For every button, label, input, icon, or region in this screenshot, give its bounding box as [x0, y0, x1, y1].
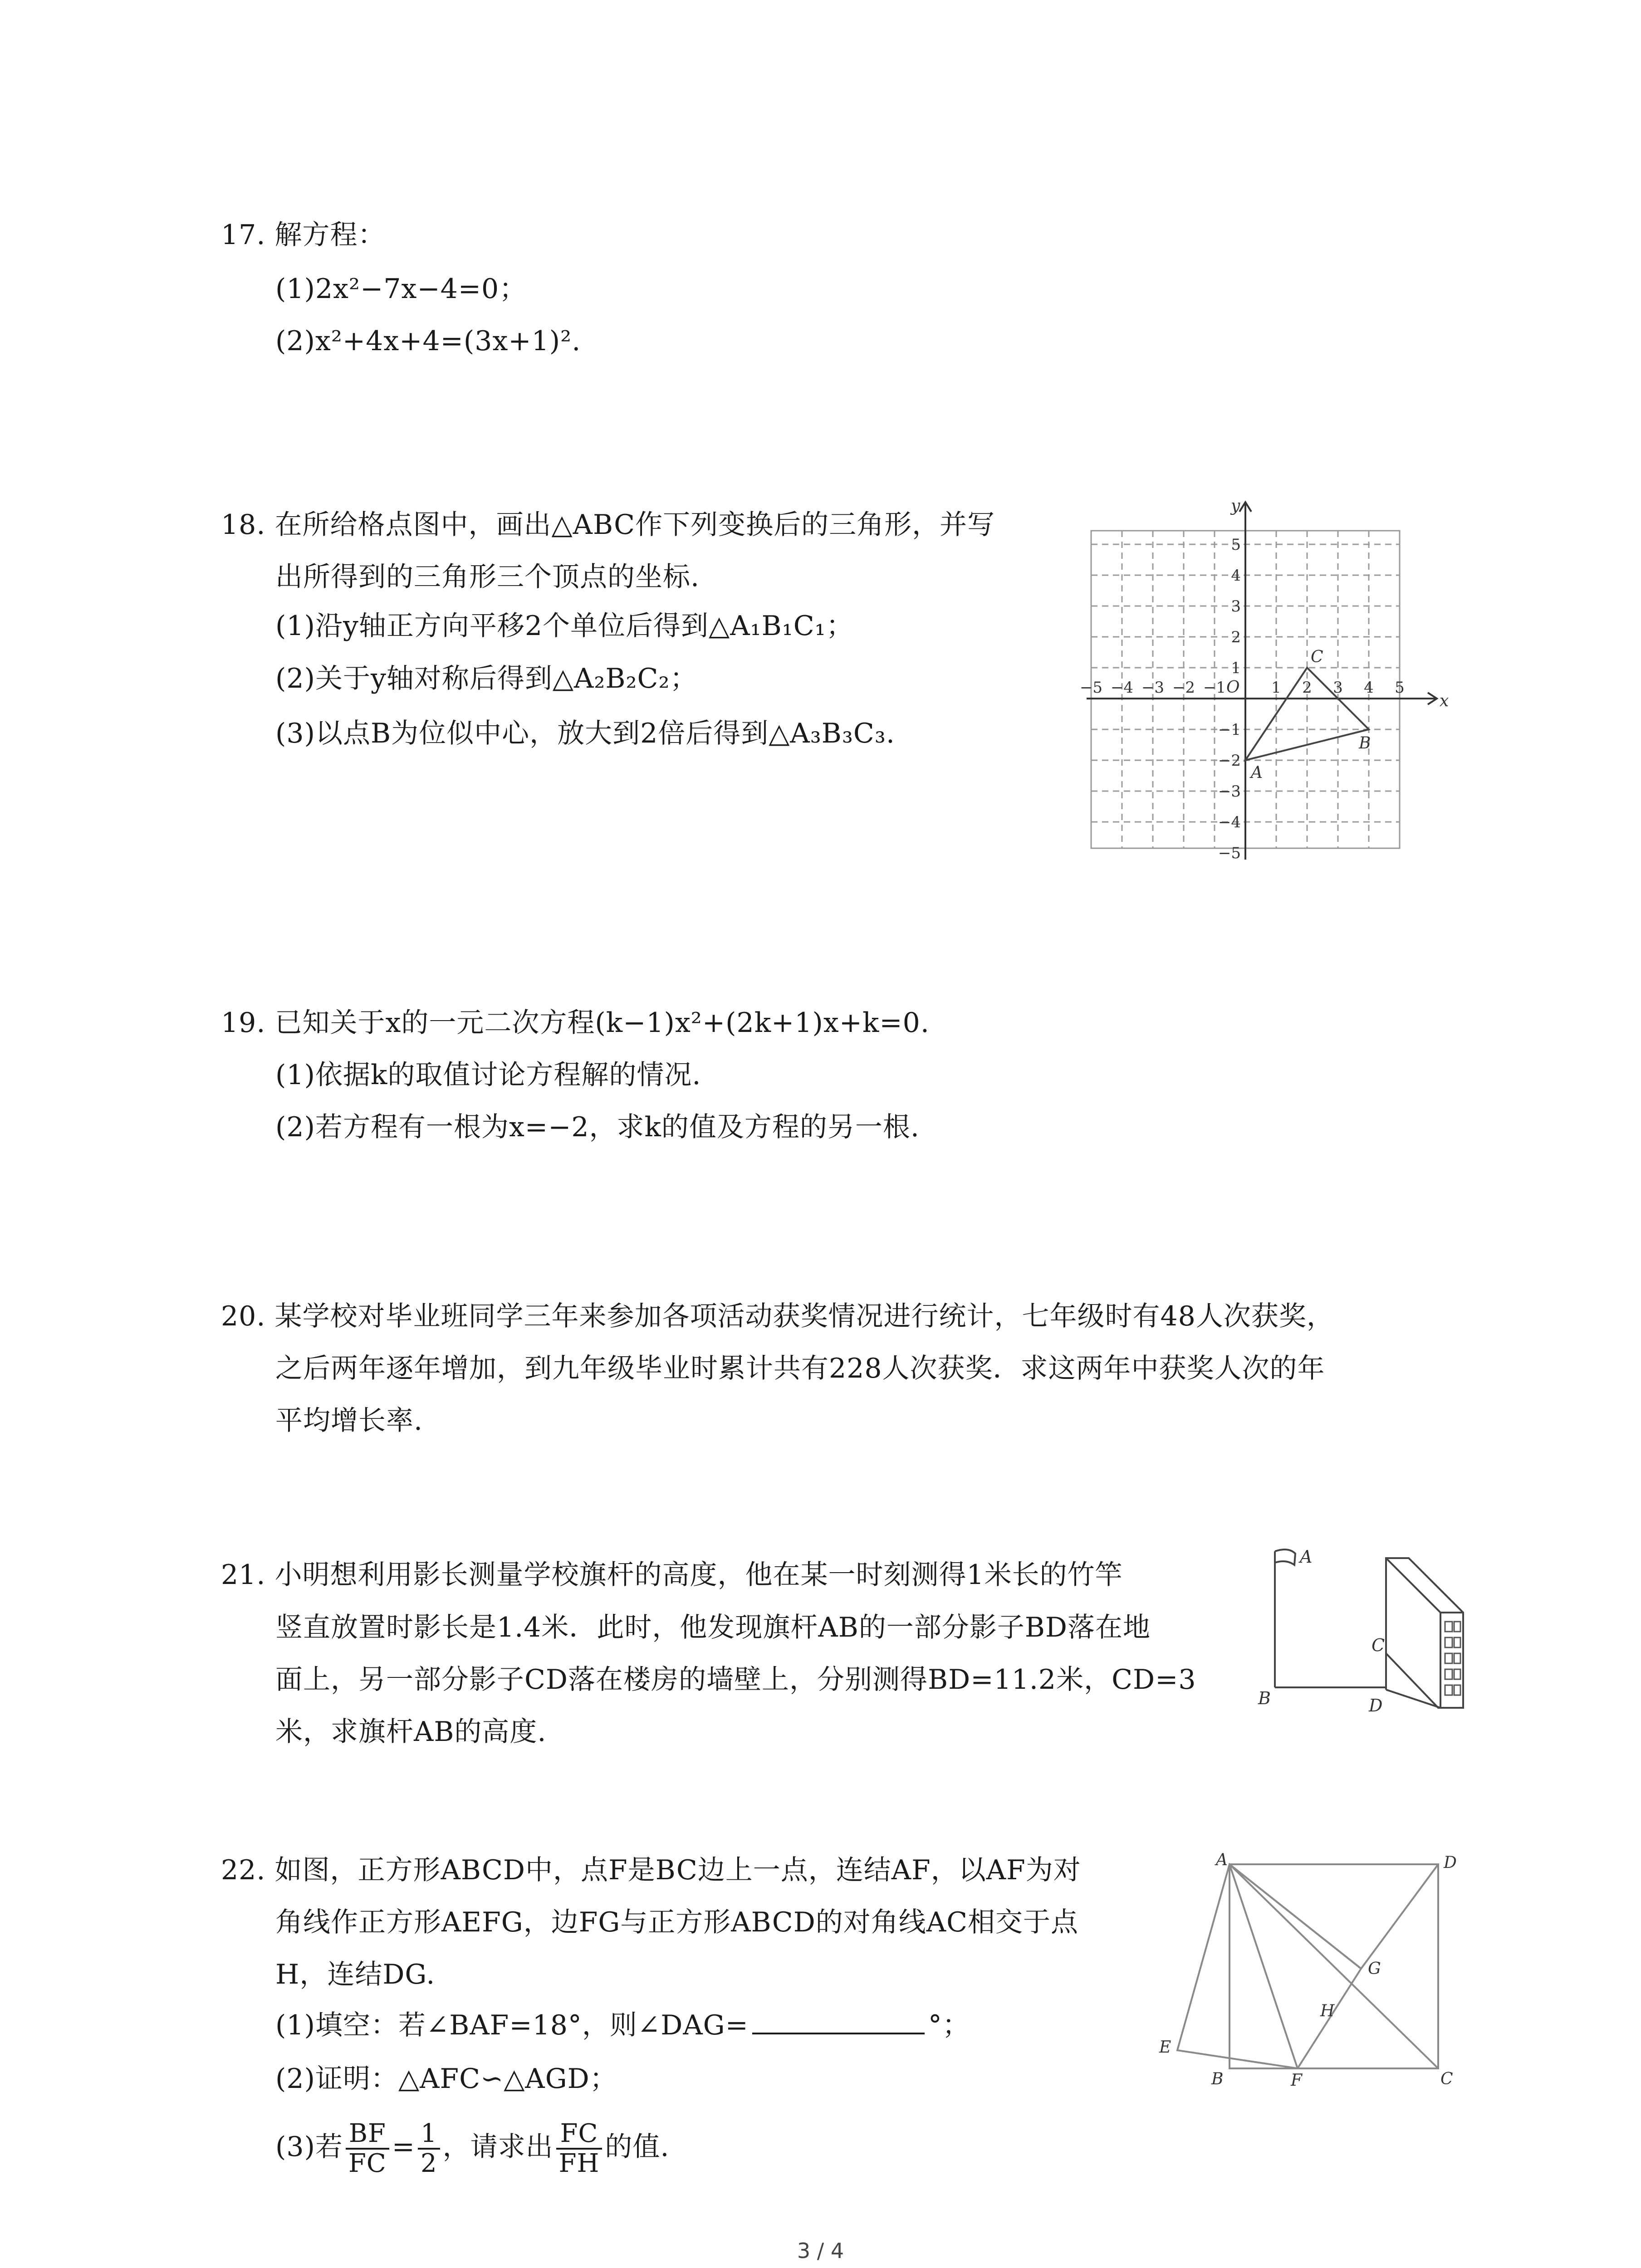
label-a: A — [1300, 1547, 1313, 1567]
x-tick: −3 — [1141, 679, 1165, 697]
q19-part2: (2)若方程有一根为x=−2，求k的值及方程的另一根. — [275, 1111, 920, 1143]
label-a: A — [1216, 1851, 1228, 1869]
origin-label: O — [1226, 678, 1240, 697]
y-tick: −2 — [1218, 752, 1241, 770]
q18-part1: (1)沿y轴正方向平移2个单位后得到△A₁B₁C₁； — [275, 610, 854, 642]
x-tick: −1 — [1203, 679, 1226, 697]
x-tick: 1 — [1271, 679, 1281, 697]
segment-ag — [1230, 1864, 1361, 1969]
q22-svg — [1139, 1851, 1465, 2090]
label-h: H — [1320, 2002, 1335, 2020]
fraction-bf-fc — [346, 2120, 389, 2178]
x-tick: 4 — [1364, 679, 1374, 697]
q22-part2: (2)证明：△AFC∽△AGD； — [275, 2063, 617, 2095]
label-b: B — [1258, 1688, 1271, 1708]
square-figure-lines — [1177, 1864, 1438, 2068]
q20-line2: 之后两年逐年增加，到九年级毕业时累计共有228人次获奖．求这两年中获奖人次的年 — [275, 1353, 1325, 1384]
q21-flagpole-figure — [1250, 1540, 1468, 1721]
frac-numerator: 1 — [418, 2120, 440, 2150]
q21-line2: 竖直放置时影长是1.4米．此时，他发现旗杆AB的一部分影子BD落在地 — [275, 1612, 1151, 1643]
q19-part1: (1)依据k的取值讨论方程解的情况. — [275, 1059, 701, 1091]
q22-part1-text: (1)填空：若∠BAF=18°，则∠DAG= — [275, 2009, 749, 2041]
axes — [1087, 502, 1437, 860]
q18-part3: (3)以点B为位似中心，放大到2倍后得到△A₃B₃C₃. — [275, 718, 895, 749]
q18-stem-line1: 18. 在所给格点图中，画出△ABC作下列变换后的三角形，并写 — [221, 509, 995, 541]
point-a-label: A — [1251, 763, 1263, 782]
label-g: G — [1368, 1960, 1381, 1978]
x-tick: 2 — [1302, 679, 1312, 697]
label-c: C — [1440, 2070, 1453, 2088]
x-tick-labels — [1080, 679, 1405, 697]
y-tick: 5 — [1231, 536, 1241, 554]
q18-grid-figure — [1079, 497, 1463, 864]
q17-part1: (1)2x²−7x−4=0； — [275, 273, 527, 305]
q22-part3-middle: ，请求出 — [442, 2131, 554, 2163]
frac-denominator: FH — [558, 2149, 600, 2179]
fraction-fc-fh — [556, 2120, 603, 2178]
x-tick: −5 — [1079, 679, 1103, 697]
y-tick: −1 — [1218, 721, 1241, 739]
q21-line1: 21. 小明想利用影长测量学校旗杆的高度，他在某一时刻测得1米长的竹竿 — [221, 1559, 1123, 1591]
label-c: C — [1372, 1635, 1385, 1655]
q21-line4: 米，求旗杆AB的高度. — [275, 1716, 547, 1748]
label-d: D — [1369, 1696, 1383, 1716]
frac-denominator: 2 — [420, 2149, 437, 2179]
y-tick: −3 — [1218, 782, 1241, 801]
q22-part1-degree: °； — [928, 2009, 970, 2041]
y-tick: 2 — [1231, 628, 1241, 646]
page-number: 3 / 4 — [797, 2239, 844, 2263]
x-tick: 5 — [1395, 679, 1405, 697]
q21-line3: 面上，另一部分影子CD落在楼房的墙壁上，分别测得BD=11.2米，CD=3 — [275, 1664, 1196, 1696]
q17-stem: 17. 解方程： — [221, 219, 386, 251]
x-tick: −2 — [1172, 679, 1195, 697]
q18-part2: (2)关于y轴对称后得到△A₂B₂C₂； — [275, 663, 698, 694]
point-c-label: C — [1311, 648, 1323, 666]
frac-denominator: FC — [348, 2149, 387, 2179]
fraction-one-half — [418, 2120, 440, 2178]
q19-stem: 19. 已知关于x的一元二次方程(k−1)x²+(2k+1)x+k=0. — [221, 1007, 930, 1039]
y-tick: 4 — [1231, 567, 1241, 585]
q22-part3-prefix: (3)若 — [275, 2131, 343, 2163]
q22-square-figure — [1139, 1851, 1465, 2090]
q22-line2: 角线作正方形AEFG，边FG与正方形ABCD的对角线AC相交于点 — [275, 1906, 1079, 1938]
y-tick: −4 — [1218, 813, 1241, 831]
point-b-label: B — [1359, 734, 1371, 753]
q17-part2: (2)x²+4x+4=(3x+1)². — [275, 325, 581, 357]
label-e: E — [1159, 2038, 1171, 2057]
equals-sign: = — [392, 2131, 415, 2163]
label-b: B — [1211, 2070, 1224, 2088]
q18-stem-line2: 出所得到的三角形三个顶点的坐标. — [275, 561, 700, 593]
y-tick: 1 — [1231, 659, 1241, 677]
segment-dg — [1361, 1864, 1438, 1969]
q22-part3-suffix: 的值. — [605, 2131, 670, 2163]
segment-af — [1230, 1864, 1298, 2068]
q20-line3: 平均增长率. — [275, 1405, 423, 1437]
q20-line1: 20. 某学校对毕业班同学三年来参加各项活动获奖情况进行统计，七年级时有48人次获奖， — [221, 1300, 1334, 1332]
y-tick: 3 — [1231, 597, 1241, 616]
q22-part3 — [275, 2117, 669, 2178]
x-axis-label: x — [1440, 692, 1449, 710]
flag — [1275, 1549, 1295, 1565]
label-f: F — [1291, 2071, 1302, 2090]
y-tick: −5 — [1218, 844, 1241, 862]
answer-blank[interactable] — [752, 2007, 925, 2034]
q22-line1: 22. 如图，正方形ABCD中，点F是BC边上一点，连结AF，以AF为对 — [221, 1854, 1081, 1886]
frac-numerator: FC — [556, 2120, 603, 2150]
x-tick: −4 — [1110, 679, 1134, 697]
q22-part1 — [275, 2007, 970, 2043]
diagonal-ac — [1230, 1864, 1438, 2068]
y-axis-label: y — [1231, 497, 1240, 515]
label-d: D — [1444, 1853, 1457, 1872]
x-tick: 3 — [1333, 679, 1343, 697]
frac-numerator: BF — [346, 2120, 389, 2150]
q22-line3: H，连结DG. — [275, 1959, 436, 1990]
q18-grid-svg — [1079, 497, 1463, 864]
q21-svg — [1250, 1540, 1468, 1721]
